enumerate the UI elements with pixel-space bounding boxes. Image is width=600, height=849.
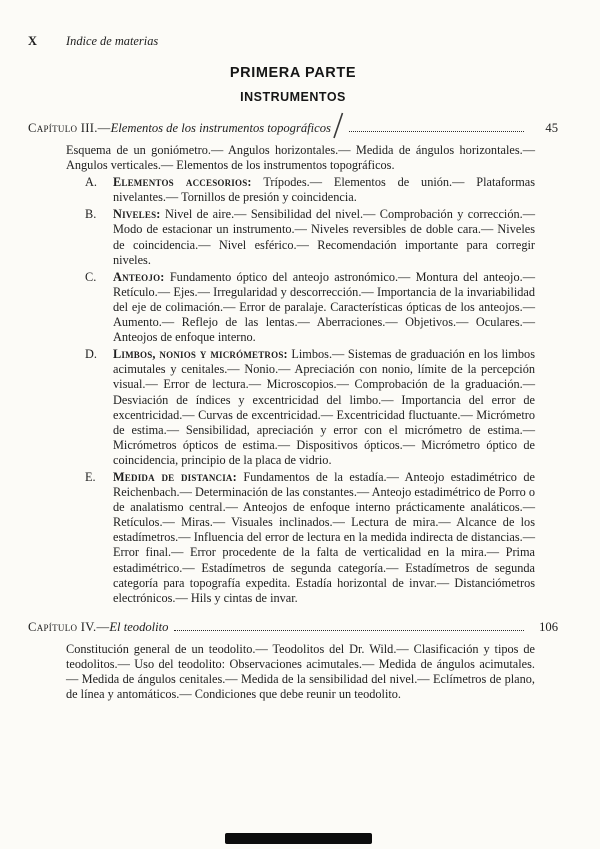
toc-entry-chapter-4	[28, 620, 558, 635]
item-c-text	[113, 270, 535, 345]
item-d-text	[113, 347, 535, 468]
item-a-term: Elementos accesorios:	[113, 175, 252, 190]
item-d-description: Limbos.— Sistemas de graduación en los limbos acimutales y cenitales.— Nonio.— Apreciación con nonio, límite de la percepción visual.— Error de lectura.— Microscopios.— Comprobación de la graduación.— Desviación de índices y excentricidad del limbo.— Importancia del error de excentricidad.— Curvas de excentricidad.— Excentricidad fluctuante.— Micrómetro de estima.— Sensibilidad, apreciación y error con el micrómetro de estima.— Micrómetros ópticos de estima.— Dispositivos ópticos.— Micrómetro óptico de coincidencia, principio de la placa de vidrio.	[113, 347, 535, 467]
item-e-letter: E.	[85, 469, 96, 484]
page-number: X	[28, 34, 37, 48]
part-subtitle: INSTRUMENTOS	[240, 90, 346, 104]
item-c-description: Fundamento óptico del anteojo astronómico.— Montura del anteojo.— Retículo.— Ejes.— Irregularidad y descorrección.— Importancia de la invariabilidad del eje de colimación.— Error de paralaje. Características ópticas de los anteojos.— Aumento.— Reflejo de las lentas.— Aberraciones.— Objetivos.— Oculares.—Anteojos de enfoque interno.	[113, 269, 535, 345]
scan-artifact-bar	[225, 833, 372, 844]
toc-item-e	[85, 470, 535, 606]
item-d-term: Limbos, nonios y micrómetros:	[113, 347, 288, 362]
item-b-text	[113, 207, 535, 267]
toc-item-d	[85, 347, 535, 468]
chapter-4-title: El teodolito	[109, 619, 169, 634]
toc-entry-chapter-3	[28, 121, 558, 136]
item-c-term: Anteojo:	[113, 269, 165, 284]
page-header	[28, 34, 558, 49]
item-a-letter: A.	[85, 175, 97, 190]
chapter-4-summary: Constitución general de un teodolito.— Teodolitos del Dr. Wild.— Clasificación y tipos de teodolitos.— Uso del teodolito: Observaciones acimutales.— Medida de ángulos acimutales.— Medida de ángulos cenitales.— Medida de la sensibilidad del nivel.— Eclímetros de plano, de línea y antomáticos.— Condiciones que debe reunir un teodolito.	[66, 641, 535, 702]
item-b-term: Niveles:	[113, 207, 161, 222]
chapter-3-title: Elementos de los instrumentos topográficos	[110, 121, 331, 135]
chapter-3-summary: Esquema de un goniómetro.— Angulos horizontales.— Medida de ángulos horizontales.— Angulos verticales.— Elementos de los instrumentos topográficos.	[66, 143, 535, 173]
chapter-3-page-number: 45	[545, 121, 558, 135]
dot-leader	[349, 131, 524, 132]
toc-item-b	[85, 207, 535, 267]
item-c-letter: C.	[85, 269, 97, 284]
item-b-description: Nivel de aire.— Sensibilidad del nivel.— Comprobación y corrección.— Modo de estacionar un instrumento.— Niveles reversibles de doble cara.— Niveles de coincidencia.— Nivel esférico.— Recomendación importante para corregir niveles.	[113, 207, 536, 267]
item-a-text	[113, 175, 535, 205]
pen-mark-icon	[331, 122, 343, 132]
item-a-description: Trípodes.— Elementos de unión.— Plataformas nivelantes.— Tornillos de presión y coincidencia.	[113, 175, 536, 205]
item-b-letter: B.	[85, 207, 97, 222]
item-e-text	[113, 470, 535, 606]
toc-item-a	[85, 175, 535, 205]
toc-item-c	[85, 270, 535, 345]
chapter-3-label: Capítulo III.—	[28, 121, 111, 135]
item-e-description: Fundamentos de la estadía.— Anteojo estadimétrico de Reichenbach.— Determinación de las constantes.— Anteojo estadimétrico de Porro o de analatismo central.— Anteojos de enfoque interno prácticamente analáticos.— Retículos.— Miras.— Visuales inclinados.— Lectura de mira.— Alcance de los estadímetros.— Influencia del error de lectura en la medida indirecta de distancias.— Error final.— Error procedente de la falta de verticalidad en la mira.— Prima estadimétrico.— Estadímetros de segunda categoría.— Estadímetros de segunda categoría para topografía expedita. Estadía horizontal de invar.— Distanciómetros electrónicos.— Hils y cintas de invar.	[113, 469, 535, 605]
dot-leader	[174, 630, 524, 631]
part-title: PRIMERA PARTE	[229, 65, 357, 81]
item-e-term: Medida de distancia:	[113, 469, 237, 484]
item-d-letter: D.	[85, 347, 97, 362]
running-title: Indice de materias	[66, 34, 159, 48]
chapter-4-page-number: 106	[539, 619, 558, 634]
chapter-4-label: Capítulo IV.—	[28, 619, 110, 634]
